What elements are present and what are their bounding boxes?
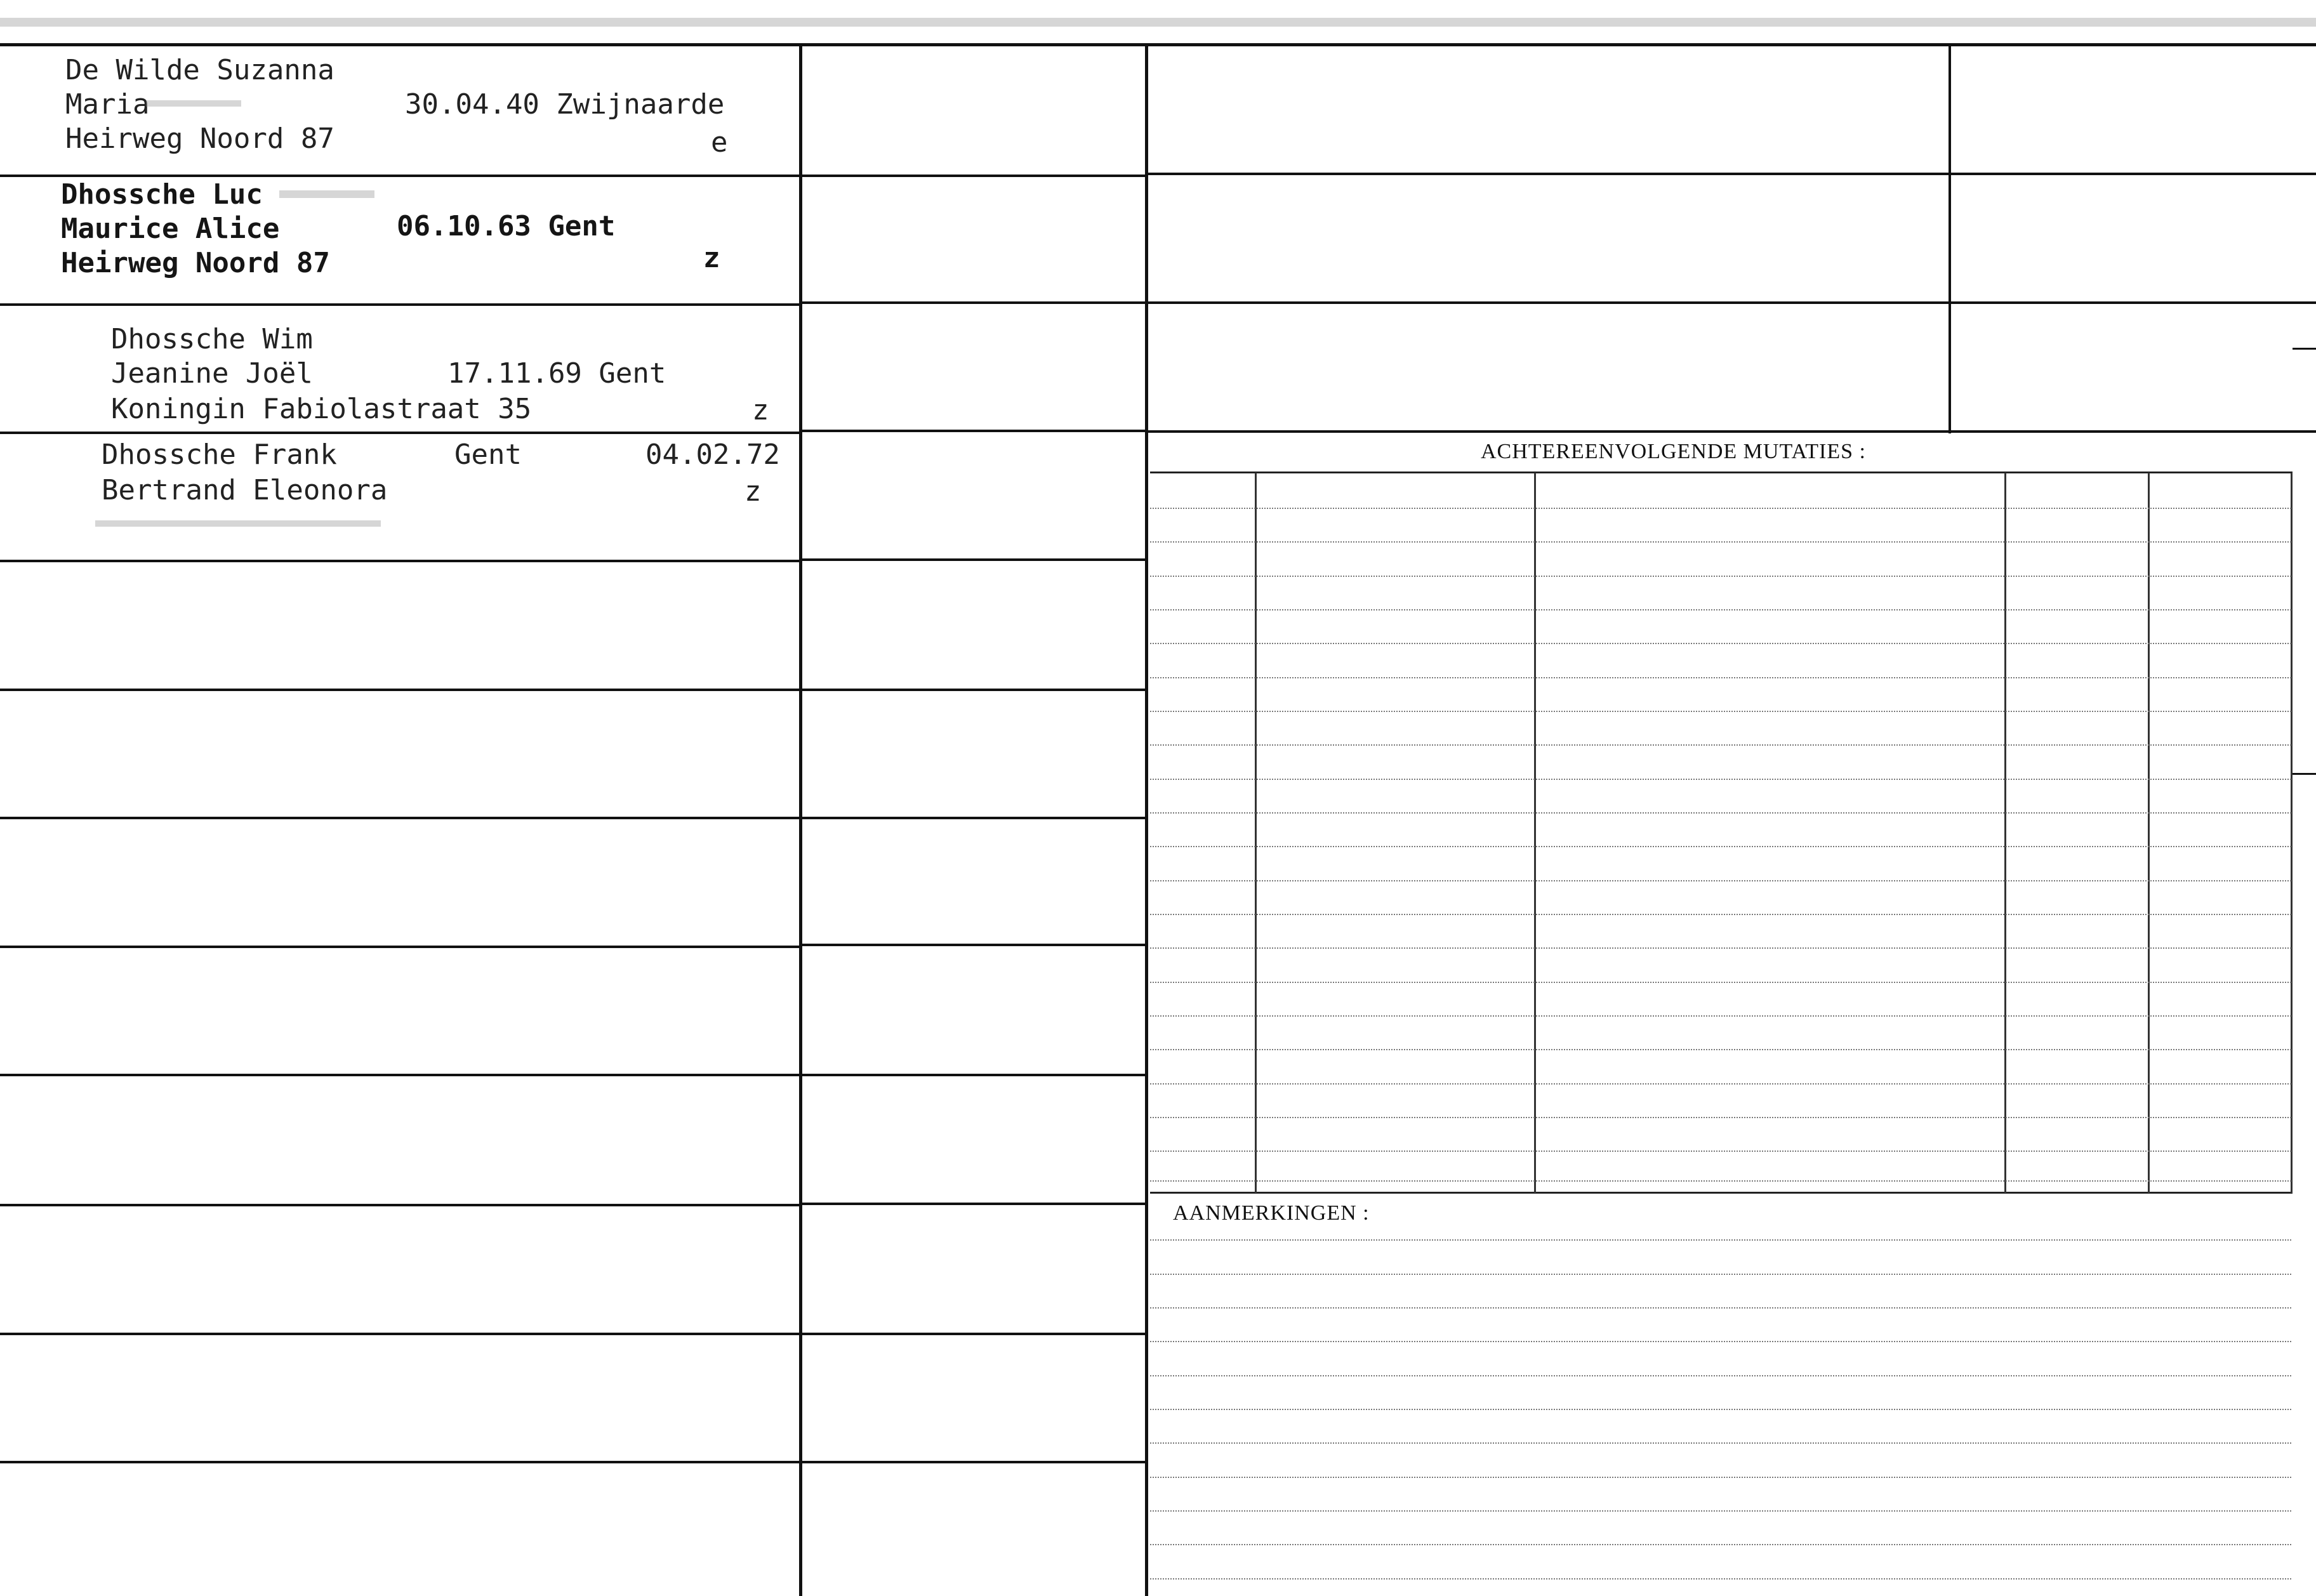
margin-tick xyxy=(2293,348,2316,350)
record-code: z xyxy=(744,475,762,508)
row-line xyxy=(802,558,1145,561)
row-line xyxy=(802,689,1145,691)
record-name: Dhossche Wim xyxy=(111,323,313,355)
mutaties-row xyxy=(1150,1049,2291,1050)
mutaties-col xyxy=(1255,473,1257,1193)
remarks-line xyxy=(1150,1341,2291,1342)
remarks-line xyxy=(1150,1274,2291,1275)
record-name: Dhossche Frank xyxy=(102,439,337,471)
row-line xyxy=(802,1333,1145,1335)
row-line xyxy=(0,1333,800,1335)
scan-noise xyxy=(95,520,381,527)
record-code: z xyxy=(703,242,720,274)
row-line xyxy=(802,301,1145,304)
mutaties-row xyxy=(1150,1151,2291,1152)
row-line xyxy=(802,430,1145,432)
record-given-names: Maria xyxy=(65,88,150,121)
mutaties-top-line xyxy=(1150,472,2293,473)
row-line xyxy=(0,1461,800,1463)
record-given-names: Maurice Alice xyxy=(61,213,280,245)
mutaties-row xyxy=(1150,880,2291,881)
row-line xyxy=(0,817,800,819)
row-line xyxy=(802,944,1145,946)
mutaties-row xyxy=(1150,914,2291,915)
mutaties-row xyxy=(1150,846,2291,847)
row-line xyxy=(1148,301,2316,304)
remarks-line xyxy=(1150,1442,2291,1444)
mutaties-row xyxy=(1150,1083,2291,1085)
record-address: Heirweg Noord 87 xyxy=(61,247,330,279)
row-line xyxy=(0,689,800,691)
record-given-names: Bertrand Eleonora xyxy=(102,474,388,506)
mutaties-row xyxy=(1150,982,2291,983)
row-line xyxy=(802,1074,1145,1076)
column-divider-2 xyxy=(1145,46,1148,1596)
row-line xyxy=(802,1203,1145,1205)
margin-tick xyxy=(2293,773,2316,775)
record-code: z xyxy=(752,394,769,426)
record-birth: 17.11.69 Gent xyxy=(447,357,666,390)
mutaties-row xyxy=(1150,541,2291,543)
mutaties-row xyxy=(1150,609,2291,610)
row-line xyxy=(802,1461,1145,1463)
record-place: Gent xyxy=(454,439,522,471)
mutaties-row xyxy=(1150,947,2291,949)
mutaties-col xyxy=(2148,473,2150,1193)
remarks-line xyxy=(1150,1409,2291,1410)
mutaties-col xyxy=(2291,473,2293,1193)
remarks-line xyxy=(1150,1578,2291,1580)
mutaties-row xyxy=(1150,1180,2291,1182)
mutaties-title: ACHTEREENVOLGENDE MUTATIES : xyxy=(1481,440,1866,463)
row-line xyxy=(0,946,800,948)
row-line xyxy=(0,432,800,434)
scan-noise xyxy=(146,100,241,107)
row-line xyxy=(802,175,1145,177)
scan-noise xyxy=(279,190,374,198)
row-line xyxy=(1148,173,2316,175)
row-line xyxy=(1148,430,2316,433)
mutaties-col xyxy=(1534,473,1536,1193)
mutaties-row xyxy=(1150,744,2291,746)
mutaties-row xyxy=(1150,1015,2291,1017)
record-birth: 30.04.40 Zwijnaarde xyxy=(405,88,725,121)
row-line xyxy=(0,560,800,562)
mutaties-row xyxy=(1150,779,2291,780)
record-name: Dhossche Luc xyxy=(61,178,263,211)
top-border xyxy=(0,43,2316,46)
row-line xyxy=(802,817,1145,819)
column-divider-1 xyxy=(799,46,802,1596)
remarks-line xyxy=(1150,1307,2291,1309)
mutaties-bottom-line xyxy=(1150,1192,2293,1194)
record-given-names: Jeanine Joël xyxy=(111,357,313,390)
row-line xyxy=(0,175,800,177)
mutaties-row xyxy=(1150,508,2291,509)
mutaties-col xyxy=(2004,473,2006,1193)
mutaties-row xyxy=(1150,576,2291,577)
mutaties-row xyxy=(1150,677,2291,678)
record-name: De Wilde Suzanna xyxy=(65,54,334,86)
record-date: 04.02.72 xyxy=(645,439,780,471)
remarks-line xyxy=(1150,1544,2291,1545)
row-line xyxy=(0,303,800,306)
scan-noise xyxy=(0,18,2316,27)
column-divider-3 xyxy=(1949,46,1951,433)
remarks-line xyxy=(1150,1510,2291,1512)
mutaties-row xyxy=(1150,812,2291,814)
mutaties-row xyxy=(1150,711,2291,712)
row-line xyxy=(0,1074,800,1076)
record-code: e xyxy=(711,126,728,159)
mutaties-row xyxy=(1150,1117,2291,1118)
record-address: Koningin Fabiolastraat 35 xyxy=(111,393,532,425)
row-line xyxy=(0,1204,800,1206)
aanmerkingen-title: AANMERKINGEN : xyxy=(1173,1201,1370,1225)
mutaties-row xyxy=(1150,643,2291,644)
remarks-line xyxy=(1150,1375,2291,1376)
remarks-line xyxy=(1150,1239,2291,1241)
record-birth: 06.10.63 Gent xyxy=(397,210,616,242)
record-address: Heirweg Noord 87 xyxy=(65,122,334,155)
remarks-line xyxy=(1150,1477,2291,1478)
